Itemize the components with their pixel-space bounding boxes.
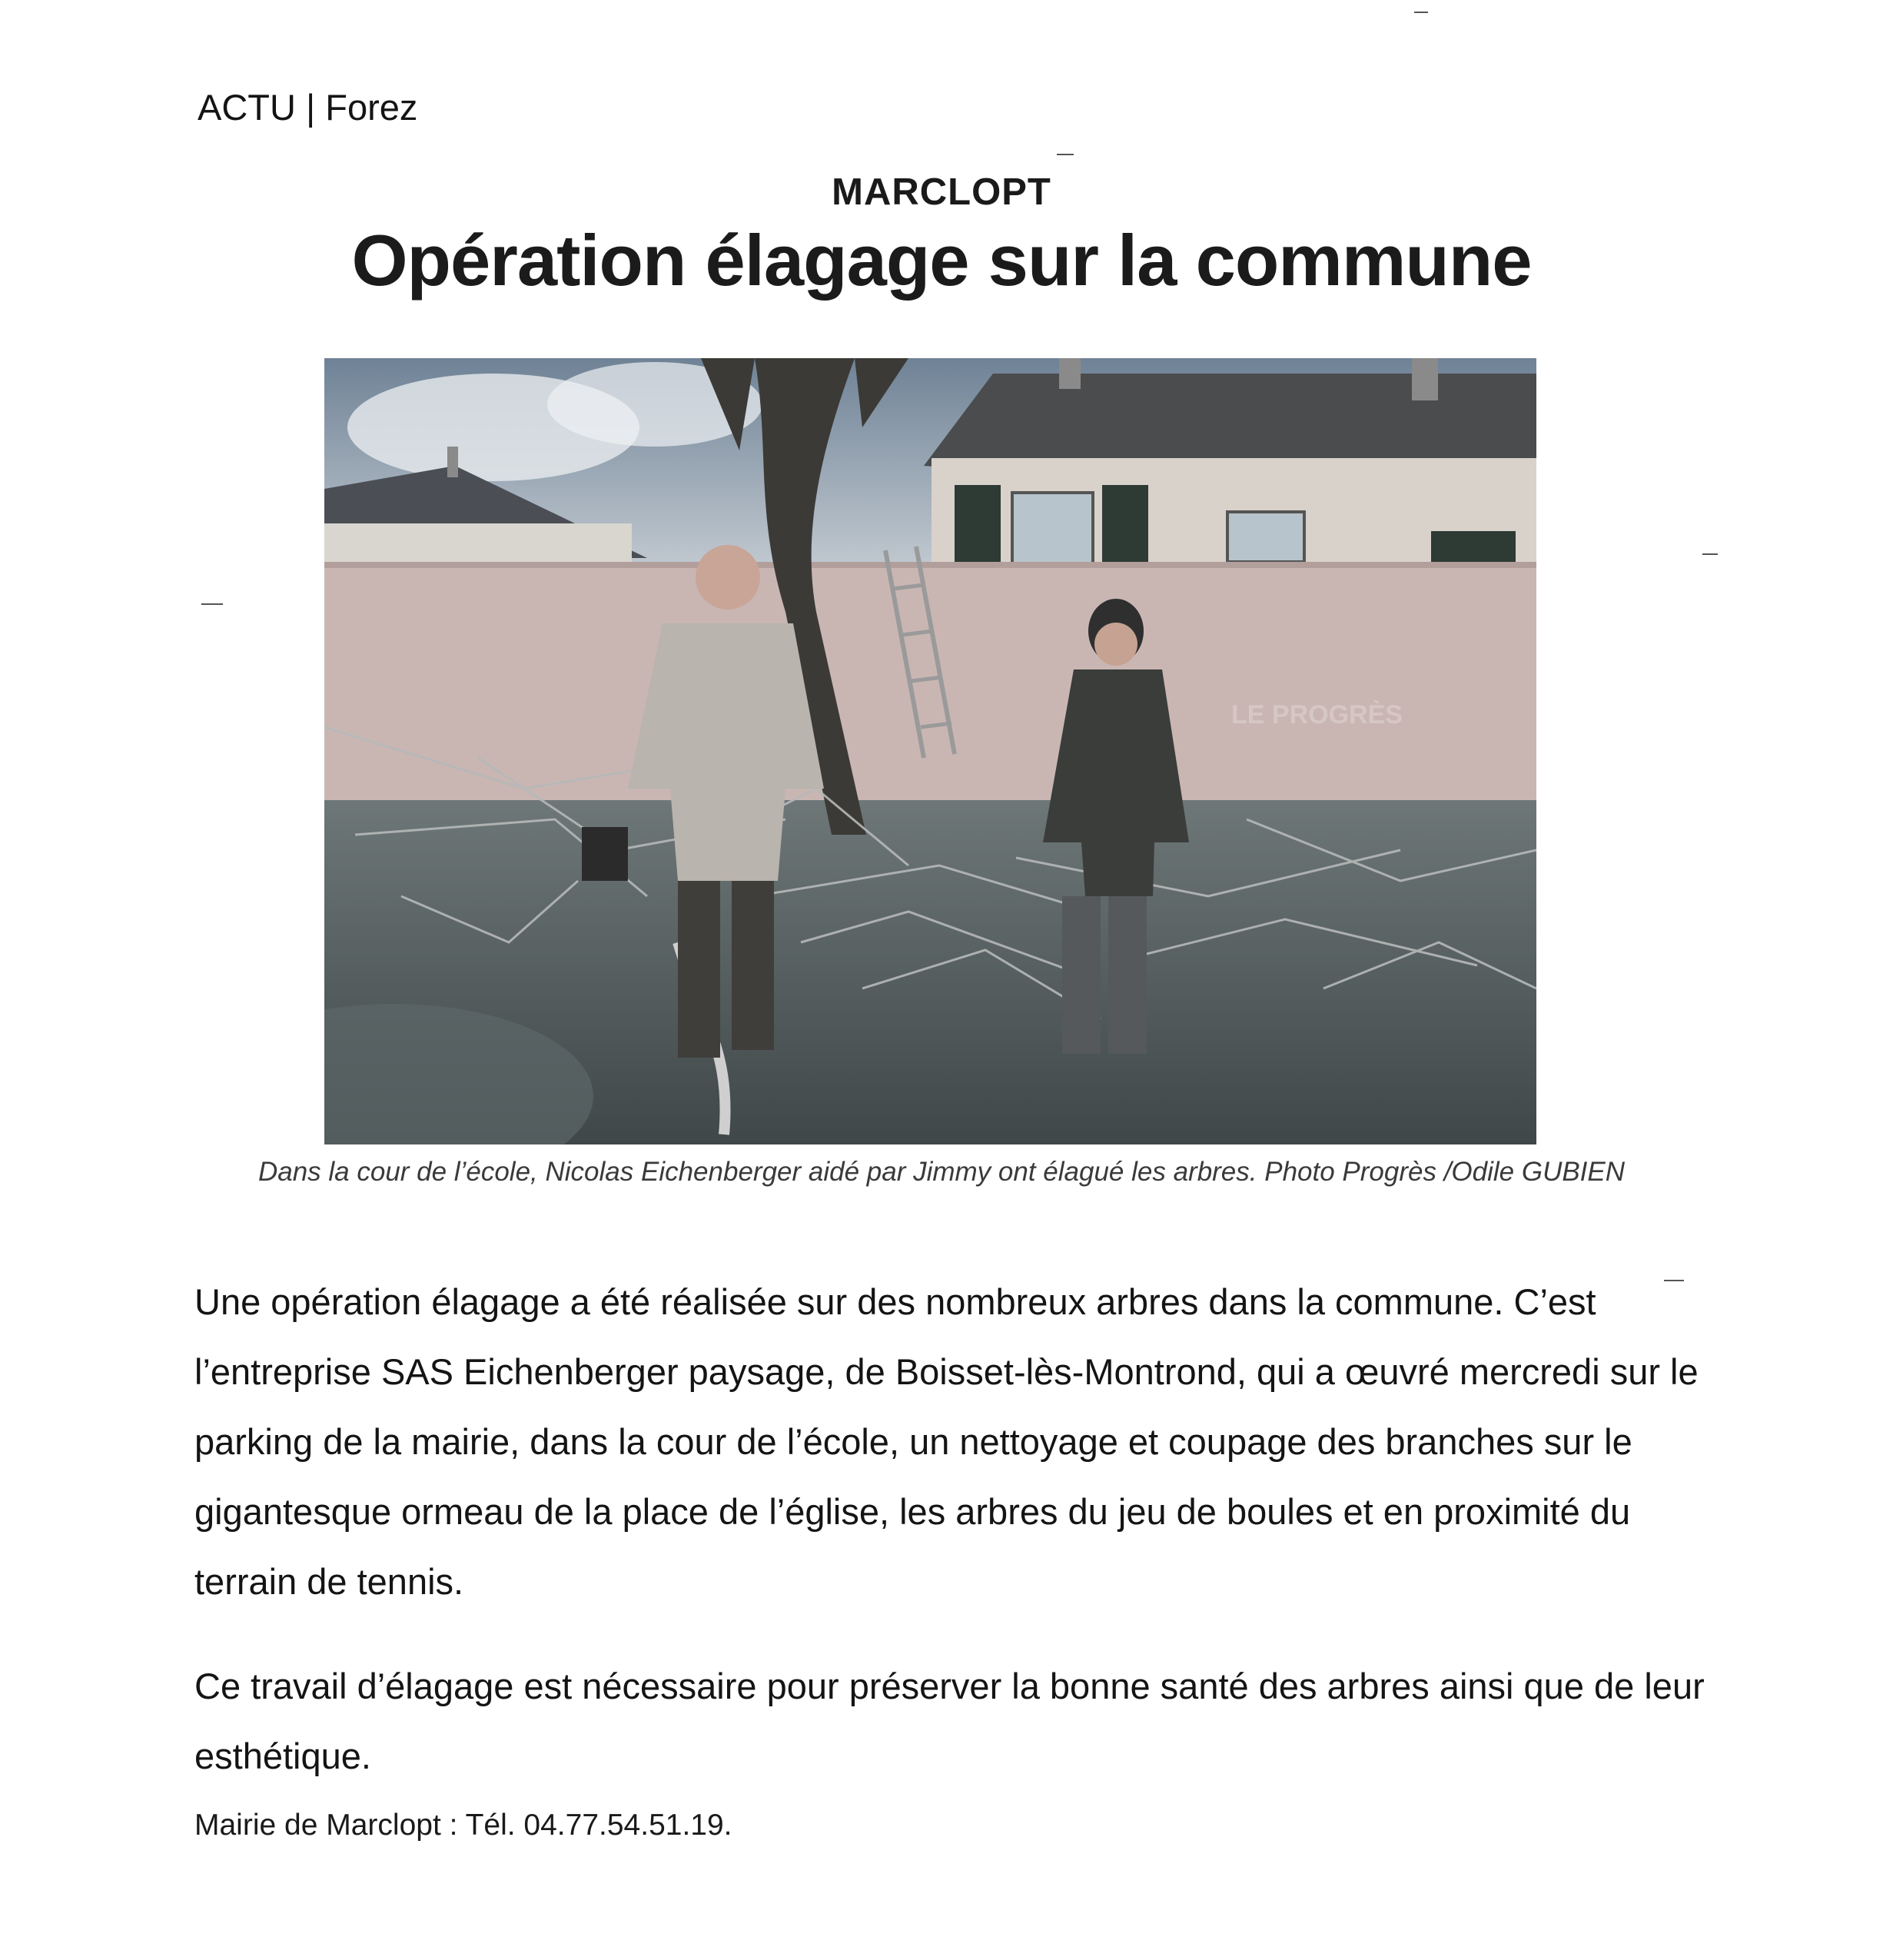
body-paragraph-1: Une opération élagage a été réalisée sur des nombreux arbres dans la commune. C’est l’entreprise SAS Eichenberger paysage, de Boisset-lès-Montrond, qui a œuvré mercredi sur le parking de la mairie, dans la cour de l’école, un nettoyage et coupage des branches sur le gigantesque ormeau de la place de l’église, les arbres du jeu de boules et en proximité du terrain de tennis. <box>194 1281 1699 1602</box>
article-headline: Opération élagage sur la commune <box>351 220 1532 301</box>
scan-speck <box>1702 553 1718 555</box>
section-label: ACTU | Forez <box>198 87 418 128</box>
photo-caption: Dans la cour de l’école, Nicolas Eichenberger aidé par Jimmy ont élagué les arbres. Photo Progrès /Odile GUBIEN <box>257 1157 1626 1187</box>
article-kicker: MARCLOPT <box>832 171 1051 213</box>
scan-speck <box>1414 12 1428 13</box>
scan-speck <box>1057 154 1074 155</box>
article-photo <box>324 358 1536 1144</box>
scan-speck <box>1664 1280 1684 1281</box>
contact-line: Mairie de Marclopt : Tél. 04.77.54.51.19. <box>194 1809 732 1842</box>
body-paragraph-2: Ce travail d’élagage est nécessaire pour préserver la bonne santé des arbres ainsi que de leur esthétique. <box>194 1666 1705 1776</box>
photo-watermark: LE PROGRÈS <box>1231 700 1403 729</box>
scan-speck <box>201 603 223 605</box>
